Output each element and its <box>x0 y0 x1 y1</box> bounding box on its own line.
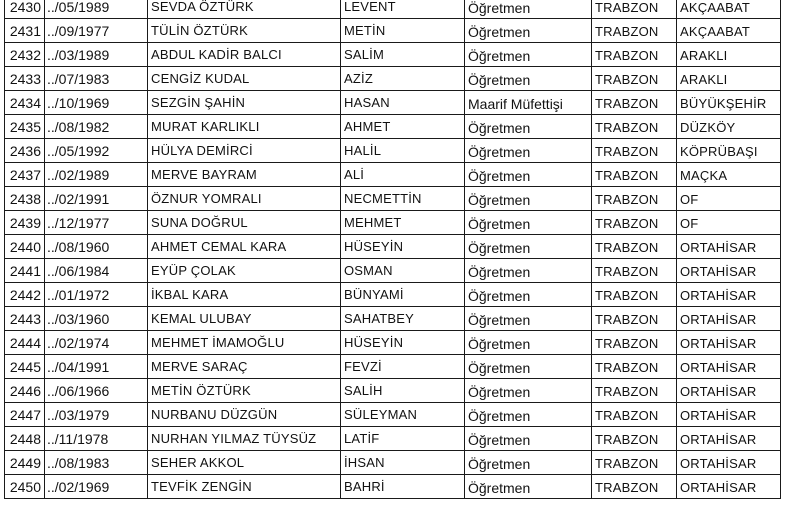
row-number-cell: 2444 <box>5 331 45 355</box>
city-cell: TRABZON <box>592 91 677 115</box>
job-title-cell: Öğretmen <box>465 43 592 67</box>
job-title-cell: Öğretmen <box>465 355 592 379</box>
district-cell: ARAKLI <box>677 43 781 67</box>
row-number-cell: 2435 <box>5 115 45 139</box>
row-number-cell: 2440 <box>5 235 45 259</box>
father-name-cell: AZİZ <box>341 67 465 91</box>
birth-date-cell: ../02/1989 <box>45 163 148 187</box>
row-number-cell: 2443 <box>5 307 45 331</box>
district-cell: ORTAHİSAR <box>677 331 781 355</box>
father-name-cell: OSMAN <box>341 259 465 283</box>
district-cell: ORTAHİSAR <box>677 307 781 331</box>
job-title-cell: Öğretmen <box>465 403 592 427</box>
row-number-cell: 2438 <box>5 187 45 211</box>
job-title-cell: Öğretmen <box>465 0 592 19</box>
full-name-cell: ÖZNUR YOMRALI <box>148 187 341 211</box>
birth-date-cell: ../04/1991 <box>45 355 148 379</box>
city-cell: TRABZON <box>592 331 677 355</box>
birth-date-cell: ../11/1978 <box>45 427 148 451</box>
city-cell: TRABZON <box>592 235 677 259</box>
city-cell: TRABZON <box>592 163 677 187</box>
full-name-cell: TÜLİN ÖZTÜRK <box>148 19 341 43</box>
table-row <box>5 19 781 43</box>
full-name-cell: NURHAN YILMAZ TÜYSÜZ <box>148 427 341 451</box>
birth-date-cell: ../07/1983 <box>45 67 148 91</box>
birth-date-cell: ../03/1989 <box>45 43 148 67</box>
city-cell: TRABZON <box>592 19 677 43</box>
father-name-cell: BAHRİ <box>341 475 465 499</box>
birth-date-cell: ../05/1989 <box>45 0 148 19</box>
father-name-cell: FEVZİ <box>341 355 465 379</box>
table-row <box>5 0 781 19</box>
job-title-cell: Öğretmen <box>465 187 592 211</box>
table-row <box>5 43 781 67</box>
father-name-cell: MEHMET <box>341 211 465 235</box>
city-cell: TRABZON <box>592 355 677 379</box>
city-cell: TRABZON <box>592 115 677 139</box>
birth-date-cell: ../12/1977 <box>45 211 148 235</box>
district-cell: ORTAHİSAR <box>677 259 781 283</box>
table-row <box>5 307 781 331</box>
table-row <box>5 91 781 115</box>
row-number-cell: 2442 <box>5 283 45 307</box>
birth-date-cell: ../10/1969 <box>45 91 148 115</box>
job-title-cell: Öğretmen <box>465 451 592 475</box>
father-name-cell: ALİ <box>341 163 465 187</box>
birth-date-cell: ../03/1960 <box>45 307 148 331</box>
job-title-cell: Öğretmen <box>465 19 592 43</box>
row-number-cell: 2432 <box>5 43 45 67</box>
birth-date-cell: ../03/1979 <box>45 403 148 427</box>
full-name-cell: SEVDA ÖZTÜRK <box>148 0 341 19</box>
father-name-cell: LEVENT <box>341 0 465 19</box>
job-title-cell: Öğretmen <box>465 475 592 499</box>
birth-date-cell: ../09/1977 <box>45 19 148 43</box>
table-row <box>5 475 781 499</box>
district-cell: ORTAHİSAR <box>677 403 781 427</box>
row-number-cell: 2430 <box>5 0 45 19</box>
father-name-cell: HASAN <box>341 91 465 115</box>
job-title-cell: Öğretmen <box>465 211 592 235</box>
job-title-cell: Öğretmen <box>465 115 592 139</box>
father-name-cell: SALİH <box>341 379 465 403</box>
full-name-cell: NURBANU DÜZGÜN <box>148 403 341 427</box>
father-name-cell: HÜSEYİN <box>341 331 465 355</box>
full-name-cell: MERVE SARAÇ <box>148 355 341 379</box>
full-name-cell: CENGİZ KUDAL <box>148 67 341 91</box>
birth-date-cell: ../08/1982 <box>45 115 148 139</box>
district-cell: ORTAHİSAR <box>677 283 781 307</box>
row-number-cell: 2446 <box>5 379 45 403</box>
row-number-cell: 2436 <box>5 139 45 163</box>
city-cell: TRABZON <box>592 307 677 331</box>
district-cell: OF <box>677 211 781 235</box>
full-name-cell: METİN ÖZTÜRK <box>148 379 341 403</box>
city-cell: TRABZON <box>592 139 677 163</box>
table-row <box>5 139 781 163</box>
district-cell: BÜYÜKŞEHİR <box>677 91 781 115</box>
job-title-cell: Öğretmen <box>465 331 592 355</box>
row-number-cell: 2434 <box>5 91 45 115</box>
job-title-cell: Öğretmen <box>465 139 592 163</box>
father-name-cell: HALİL <box>341 139 465 163</box>
birth-date-cell: ../06/1966 <box>45 379 148 403</box>
records-table <box>4 0 781 499</box>
district-cell: AKÇAABAT <box>677 19 781 43</box>
city-cell: TRABZON <box>592 67 677 91</box>
job-title-cell: Maarif Müfettişi <box>465 91 592 115</box>
district-cell: ORTAHİSAR <box>677 475 781 499</box>
district-cell: ORTAHİSAR <box>677 379 781 403</box>
job-title-cell: Öğretmen <box>465 379 592 403</box>
table-row <box>5 187 781 211</box>
birth-date-cell: ../08/1983 <box>45 451 148 475</box>
job-title-cell: Öğretmen <box>465 259 592 283</box>
city-cell: TRABZON <box>592 43 677 67</box>
table-row <box>5 355 781 379</box>
full-name-cell: SUNA DOĞRUL <box>148 211 341 235</box>
father-name-cell: SAHATBEY <box>341 307 465 331</box>
table-row <box>5 451 781 475</box>
father-name-cell: NECMETTİN <box>341 187 465 211</box>
district-cell: OF <box>677 187 781 211</box>
full-name-cell: MEHMET İMAMOĞLU <box>148 331 341 355</box>
birth-date-cell: ../02/1974 <box>45 331 148 355</box>
birth-date-cell: ../01/1972 <box>45 283 148 307</box>
city-cell: TRABZON <box>592 475 677 499</box>
table-row <box>5 235 781 259</box>
row-number-cell: 2445 <box>5 355 45 379</box>
city-cell: TRABZON <box>592 451 677 475</box>
table-row <box>5 427 781 451</box>
father-name-cell: İHSAN <box>341 451 465 475</box>
table-row <box>5 115 781 139</box>
father-name-cell: AHMET <box>341 115 465 139</box>
birth-date-cell: ../02/1991 <box>45 187 148 211</box>
row-number-cell: 2449 <box>5 451 45 475</box>
full-name-cell: İKBAL KARA <box>148 283 341 307</box>
row-number-cell: 2433 <box>5 67 45 91</box>
district-cell: ORTAHİSAR <box>677 451 781 475</box>
full-name-cell: KEMAL ULUBAY <box>148 307 341 331</box>
father-name-cell: METİN <box>341 19 465 43</box>
table-row <box>5 331 781 355</box>
full-name-cell: MERVE BAYRAM <box>148 163 341 187</box>
table-row <box>5 211 781 235</box>
job-title-cell: Öğretmen <box>465 163 592 187</box>
job-title-cell: Öğretmen <box>465 307 592 331</box>
table-row <box>5 67 781 91</box>
district-cell: ORTAHİSAR <box>677 235 781 259</box>
row-number-cell: 2448 <box>5 427 45 451</box>
full-name-cell: TEVFİK ZENGİN <box>148 475 341 499</box>
row-number-cell: 2437 <box>5 163 45 187</box>
city-cell: TRABZON <box>592 403 677 427</box>
job-title-cell: Öğretmen <box>465 427 592 451</box>
birth-date-cell: ../02/1969 <box>45 475 148 499</box>
row-number-cell: 2439 <box>5 211 45 235</box>
table-row <box>5 283 781 307</box>
district-cell: MAÇKA <box>677 163 781 187</box>
father-name-cell: SÜLEYMAN <box>341 403 465 427</box>
records-table-body <box>5 0 781 499</box>
table-row <box>5 259 781 283</box>
job-title-cell: Öğretmen <box>465 283 592 307</box>
full-name-cell: SEHER AKKOL <box>148 451 341 475</box>
full-name-cell: ABDUL KADİR BALCI <box>148 43 341 67</box>
table-row <box>5 403 781 427</box>
city-cell: TRABZON <box>592 259 677 283</box>
birth-date-cell: ../08/1960 <box>45 235 148 259</box>
father-name-cell: LATİF <box>341 427 465 451</box>
full-name-cell: AHMET CEMAL KARA <box>148 235 341 259</box>
full-name-cell: SEZGİN ŞAHİN <box>148 91 341 115</box>
father-name-cell: BÜNYAMİ <box>341 283 465 307</box>
father-name-cell: HÜSEYİN <box>341 235 465 259</box>
job-title-cell: Öğretmen <box>465 67 592 91</box>
city-cell: TRABZON <box>592 211 677 235</box>
full-name-cell: EYÜP ÇOLAK <box>148 259 341 283</box>
row-number-cell: 2450 <box>5 475 45 499</box>
row-number-cell: 2447 <box>5 403 45 427</box>
district-cell: DÜZKÖY <box>677 115 781 139</box>
city-cell: TRABZON <box>592 427 677 451</box>
city-cell: TRABZON <box>592 283 677 307</box>
birth-date-cell: ../05/1992 <box>45 139 148 163</box>
table-row <box>5 163 781 187</box>
row-number-cell: 2441 <box>5 259 45 283</box>
birth-date-cell: ../06/1984 <box>45 259 148 283</box>
city-cell: TRABZON <box>592 379 677 403</box>
table-row <box>5 379 781 403</box>
city-cell: TRABZON <box>592 0 677 19</box>
district-cell: ARAKLI <box>677 67 781 91</box>
document-sheet <box>4 0 780 499</box>
full-name-cell: MURAT KARLIKLI <box>148 115 341 139</box>
district-cell: ORTAHİSAR <box>677 355 781 379</box>
job-title-cell: Öğretmen <box>465 235 592 259</box>
father-name-cell: SALİM <box>341 43 465 67</box>
district-cell: KÖPRÜBAŞI <box>677 139 781 163</box>
district-cell: ORTAHİSAR <box>677 427 781 451</box>
row-number-cell: 2431 <box>5 19 45 43</box>
district-cell: AKÇAABAT <box>677 0 781 19</box>
full-name-cell: HÜLYA DEMİRCİ <box>148 139 341 163</box>
city-cell: TRABZON <box>592 187 677 211</box>
